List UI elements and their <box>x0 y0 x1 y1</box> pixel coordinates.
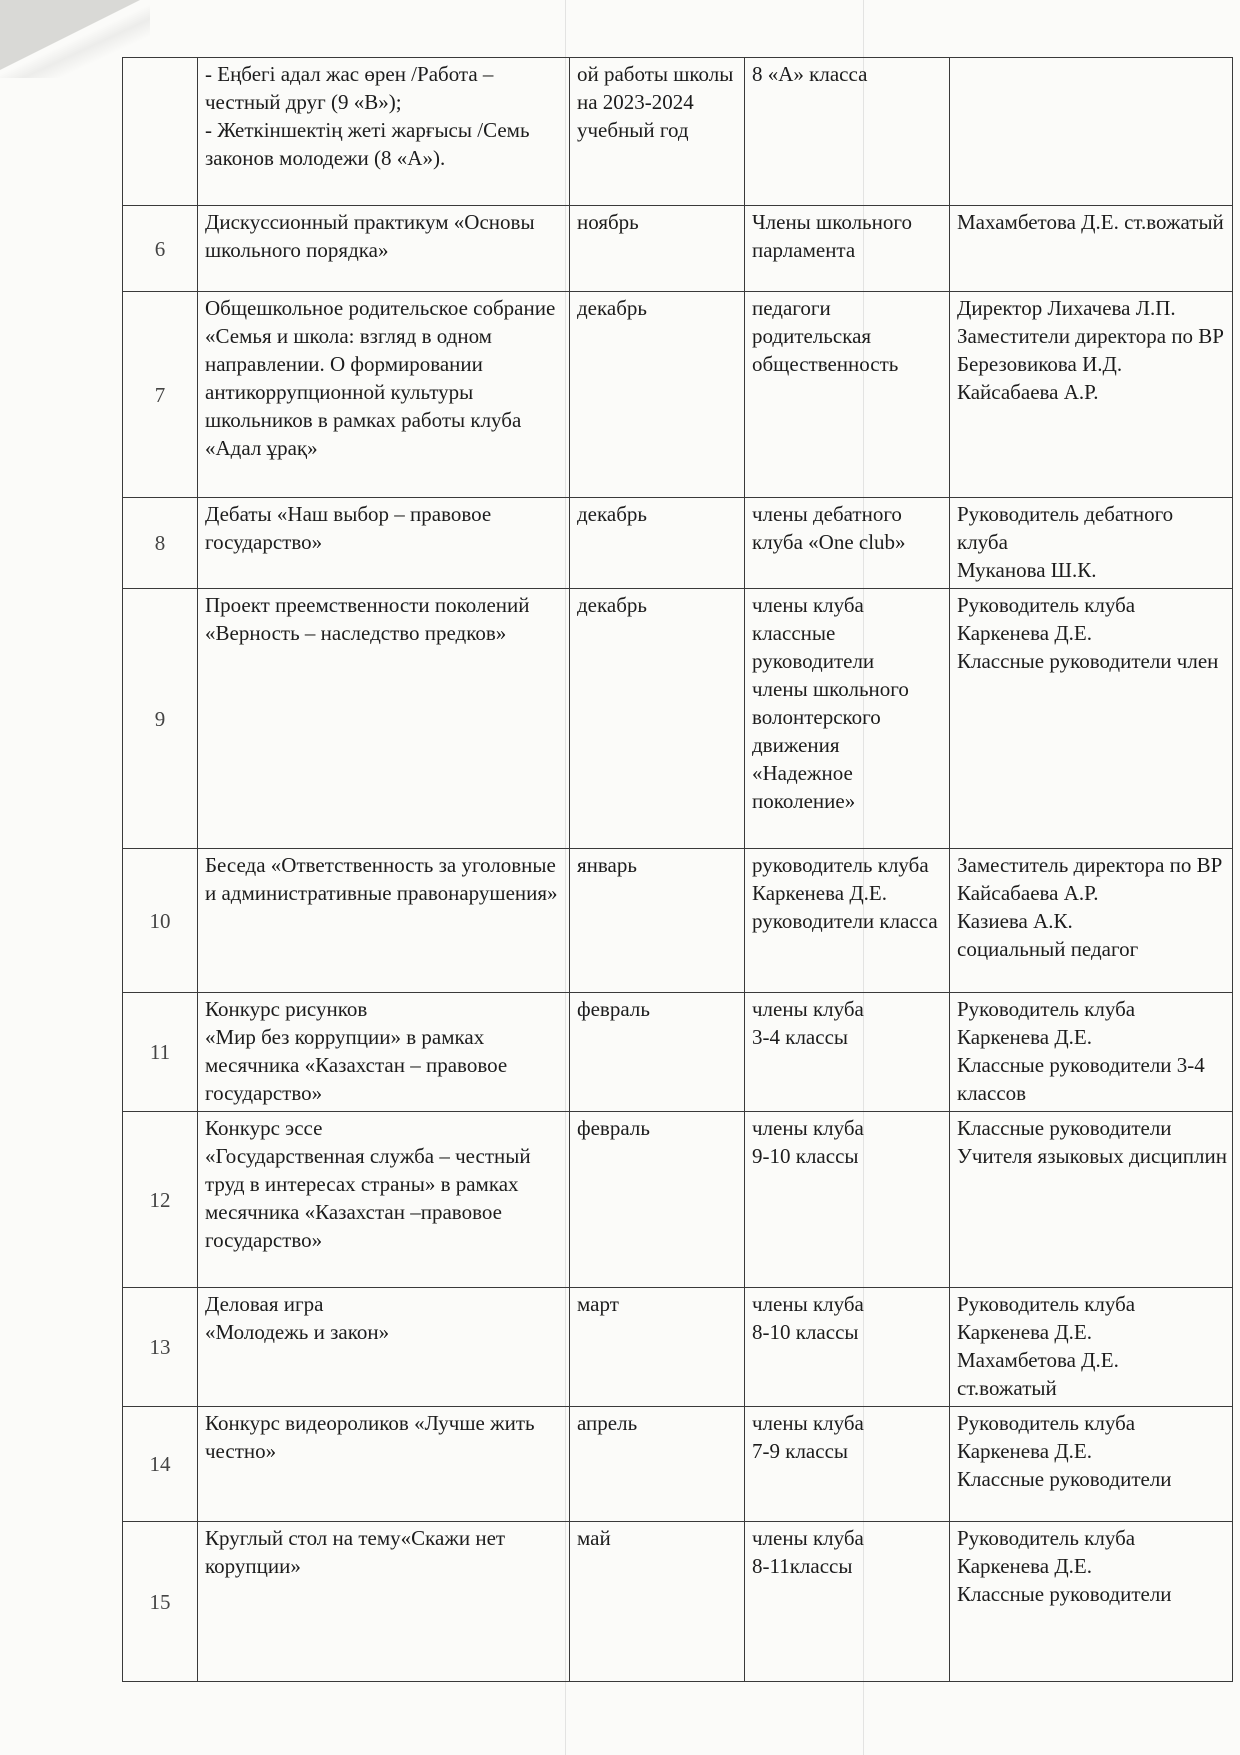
responsible-cell: Заместитель директора по ВР Кайсабаева А.Р. Казиева А.К. социальный педагог <box>950 849 1233 993</box>
row-number: 6 <box>123 206 198 292</box>
row-number: 11 <box>123 993 198 1112</box>
date-cell: декабрь <box>570 589 745 849</box>
responsible-cell: Руководитель дебатного клуба Муканова Ш.К. <box>950 498 1233 589</box>
event-cell: Проект преемственности поколений «Верность – наследство предков» <box>198 589 570 849</box>
event-cell: Конкурс рисунков «Мир без коррупции» в рамках месячника «Казахстан – правовое государство» <box>198 993 570 1112</box>
date-cell: декабрь <box>570 498 745 589</box>
responsible-cell: Руководитель клуба Каркенева Д.Е. Махамбетова Д.Е. ст.вожатый <box>950 1288 1233 1407</box>
responsible-cell: Махамбетова Д.Е. ст.вожатый <box>950 206 1233 292</box>
event-cell: Конкурс видеороликов «Лучше жить честно» <box>198 1407 570 1522</box>
date-cell: январь <box>570 849 745 993</box>
participants-cell: члены клуба классные руководители члены школьного волонтерского движения «Надежное поколение» <box>745 589 950 849</box>
event-cell: Конкурс эссе «Государственная служба – честный труд в интересах страны» в рамках месячника «Казахстан –правовое государство» <box>198 1112 570 1288</box>
table-row <box>123 993 1233 1112</box>
table-row <box>123 589 1233 849</box>
row-number: 13 <box>123 1288 198 1407</box>
participants-cell: члены клуба 8-10 классы <box>745 1288 950 1407</box>
table-row <box>123 206 1233 292</box>
table-row <box>123 1288 1233 1407</box>
participants-cell: Члены школьного парламента <box>745 206 950 292</box>
responsible-cell: Руководитель клуба Каркенева Д.Е. Классные руководители <box>950 1522 1233 1682</box>
row-number: 10 <box>123 849 198 993</box>
table-row <box>123 1407 1233 1522</box>
participants-cell: руководитель клуба Каркенева Д.Е. руководители класса <box>745 849 950 993</box>
participants-cell: члены клуба 8-11классы <box>745 1522 950 1682</box>
date-cell: апрель <box>570 1407 745 1522</box>
participants-cell: члены клуба 9-10 классы <box>745 1112 950 1288</box>
responsible-cell <box>950 58 1233 206</box>
date-cell: май <box>570 1522 745 1682</box>
row-number <box>123 58 198 206</box>
row-number: 14 <box>123 1407 198 1522</box>
event-cell: Круглый стол на тему«Скажи нет корупции» <box>198 1522 570 1682</box>
responsible-cell: Директор Лихачева Л.П. Заместители директора по ВР Березовикова И.Д. Кайсабаева А.Р. <box>950 292 1233 498</box>
participants-cell: члены клуба 3-4 классы <box>745 993 950 1112</box>
event-cell: Дебаты «Наш выбор – правовое государство» <box>198 498 570 589</box>
date-cell: февраль <box>570 993 745 1112</box>
responsible-cell: Руководитель клуба Каркенева Д.Е. Классные руководители член <box>950 589 1233 849</box>
row-number: 7 <box>123 292 198 498</box>
date-cell: март <box>570 1288 745 1407</box>
date-cell: ноябрь <box>570 206 745 292</box>
responsible-cell: Классные руководители Учителя языковых дисциплин <box>950 1112 1233 1288</box>
participants-cell: члены клуба 7-9 классы <box>745 1407 950 1522</box>
row-number: 12 <box>123 1112 198 1288</box>
table-row <box>123 58 1233 206</box>
responsible-cell: Руководитель клуба Каркенева Д.Е. Классные руководители <box>950 1407 1233 1522</box>
row-number: 9 <box>123 589 198 849</box>
event-cell: Деловая игра «Молодежь и закон» <box>198 1288 570 1407</box>
event-cell: - Еңбегі адал жас өрен /Работа – честный друг (9 «В»); - Жеткіншектің жеті жарғысы /Семь законов молодежи (8 «А»). <box>198 58 570 206</box>
participants-cell: члены дебатного клуба «One club» <box>745 498 950 589</box>
event-cell: Общешкольное родительское собрание «Семья и школа: взгляд в одном направлении. О формировании антикоррупционной культуры школьников в рамках работы клуба «Адал ұрақ» <box>198 292 570 498</box>
participants-cell: 8 «А» класса <box>745 58 950 206</box>
table-row <box>123 1522 1233 1682</box>
participants-cell: педагоги родительская общественность <box>745 292 950 498</box>
date-cell: ой работы школы на 2023-2024 учебный год <box>570 58 745 206</box>
event-cell: Беседа «Ответственность за уголовные и административные правонарушения» <box>198 849 570 993</box>
event-plan-table <box>122 57 1233 1682</box>
table-row <box>123 1112 1233 1288</box>
date-cell: февраль <box>570 1112 745 1288</box>
row-number: 15 <box>123 1522 198 1682</box>
event-cell: Дискуссионный практикум «Основы школьного порядка» <box>198 206 570 292</box>
date-cell: декабрь <box>570 292 745 498</box>
table-row <box>123 498 1233 589</box>
row-number: 8 <box>123 498 198 589</box>
table-row <box>123 292 1233 498</box>
table-row <box>123 849 1233 993</box>
responsible-cell: Руководитель клуба Каркенева Д.Е. Классные руководители 3-4 классов <box>950 993 1233 1112</box>
